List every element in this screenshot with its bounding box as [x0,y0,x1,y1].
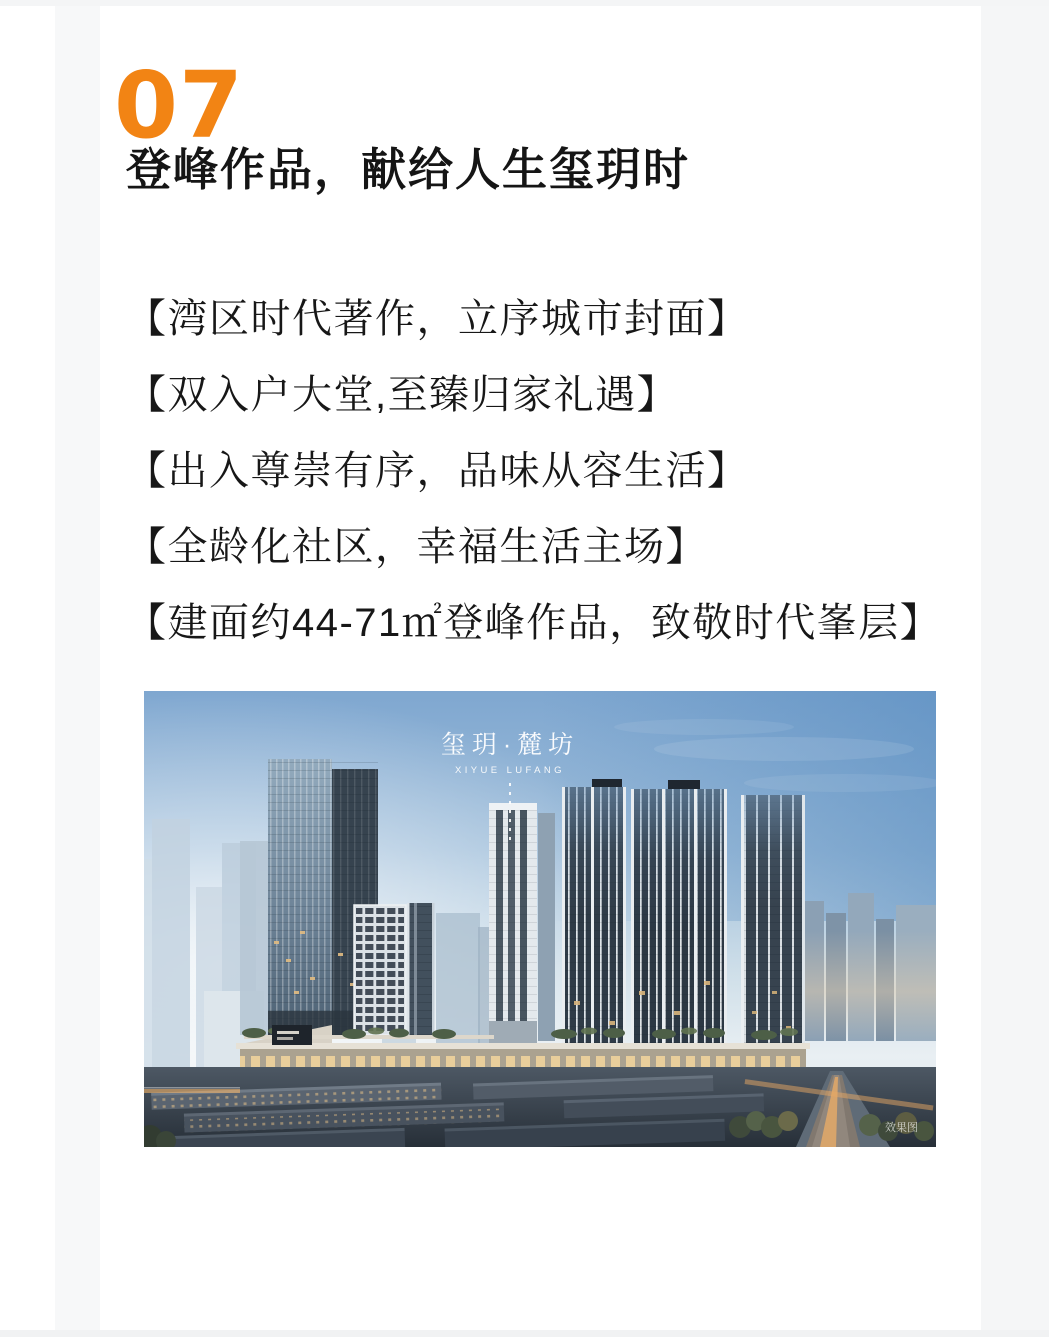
logo-chinese-text: 玺玥·麓坊 [440,731,580,760]
feature-line: 【出入尊崇有序，品味从容生活】 [126,449,749,494]
feature-line: 【双入户大堂,至臻归家礼遇】 [126,373,679,418]
feature-line: 【全龄化社区，幸福生活主场】 [126,525,707,570]
render-watermark: 效果图 [885,1122,918,1135]
city-render-svg [144,691,936,1147]
project-render-image[interactable] [144,691,936,1147]
section-number: 07 [114,52,245,159]
feature-line: 【湾区时代著作，立序城市封面】 [126,297,749,342]
right-margin-strip [981,6,1049,1330]
feature-line: 【建面约44-71㎡登峰作品，致敬时代峯层】 [126,601,942,646]
section-headline: 登峰作品，献给人生玺玥时 [126,144,691,196]
background-skyline-right [796,893,936,1041]
feature-list [126,281,942,661]
logo-english-text: XIYUE LUFANG [455,765,565,777]
street-foreground [144,1067,936,1147]
bottom-margin-strip [0,1330,1049,1337]
article-content [0,6,981,1147]
